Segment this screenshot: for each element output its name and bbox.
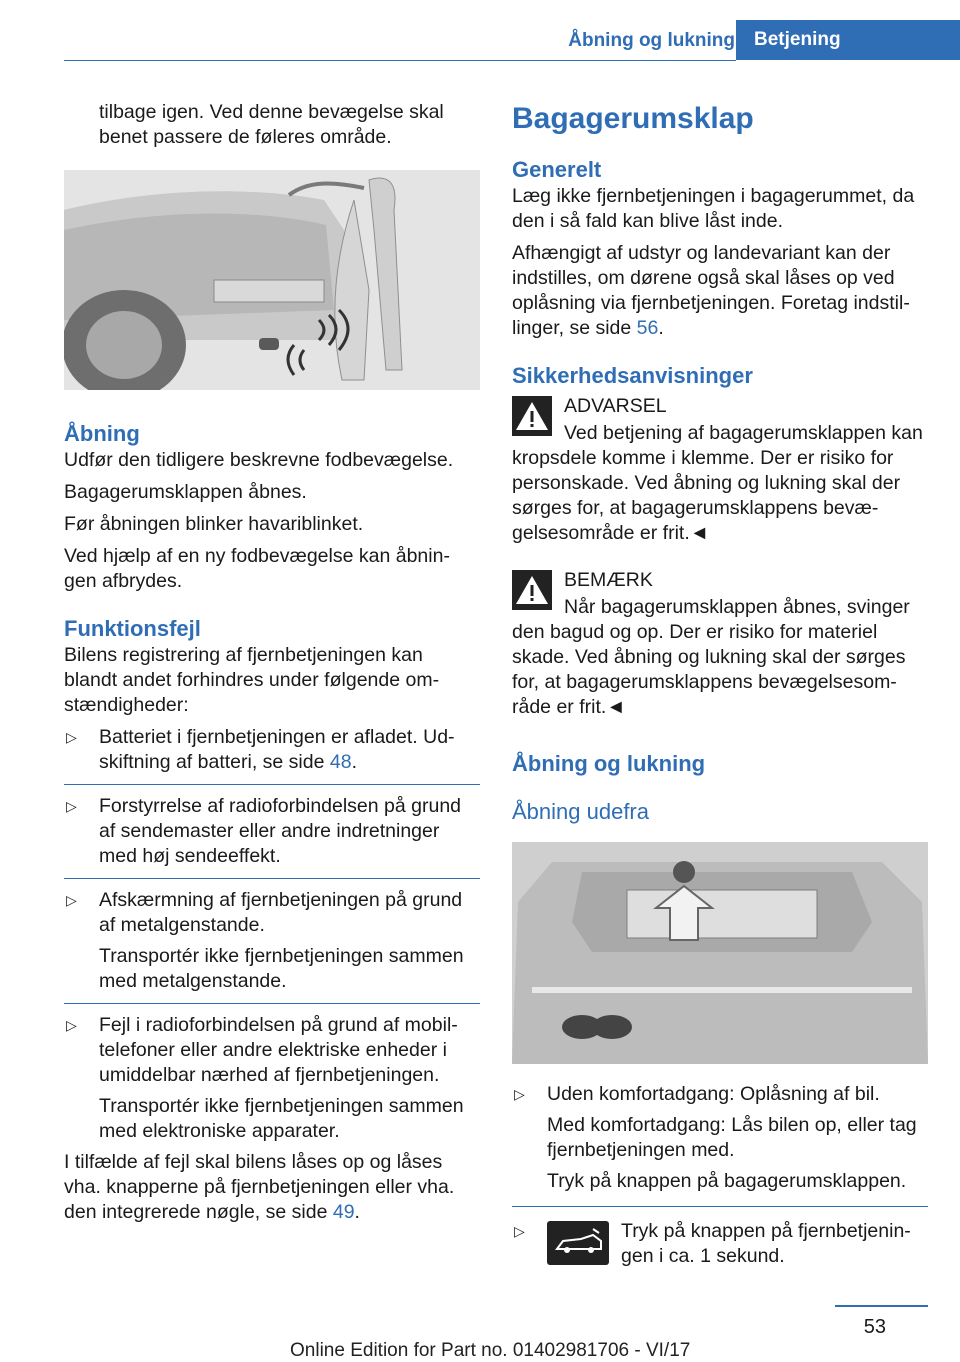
- header-rule: [64, 60, 736, 61]
- list-divider: [64, 878, 480, 879]
- warning-block: [512, 394, 928, 546]
- malfunction-title: Funktionsfejl: [64, 616, 201, 641]
- list-item: ▷ Uden komfortadgang: Oplåsning af bil. Med komfortadgang: Lås bilen op, eller tag fjernbetjeningen med. Tryk på knappen på bagagerumsklappen.: [512, 1082, 928, 1194]
- list-item: ▷ Fejl i radioforbindelsen på grund af mobil-telefoner eller andre elektriske enheder i umiddelbar nærhed af fjernbetjeningen. Transportér ikke fjernbetjeningen sammen med elektroniske apparater.: [64, 1013, 480, 1144]
- list-divider: [64, 1003, 480, 1004]
- bullet-triangle-icon: ▷: [514, 1223, 525, 1239]
- bullet-triangle-icon: ▷: [66, 892, 77, 908]
- note-text: Når bagagerumsklappen åbnes, svinger den bagud og op. Der er risiko for materiel skade. Ved åbning og lukning skal der sørges for, at bagagerumsklappens bevægelsesom-råde er frit.◄: [512, 596, 910, 718]
- trunk-key-icon: [547, 1221, 609, 1265]
- list-item-note: Med komfortadgang: Lås bilen op, eller tag fjernbetjeningen med.: [547, 1114, 917, 1161]
- chapter-tab: Betjening: [736, 20, 960, 60]
- page-link[interactable]: 49: [332, 1201, 355, 1223]
- opening-paragraph-3: Før åbningen blinker havariblinket.: [64, 513, 364, 535]
- right-column: [512, 100, 928, 1269]
- opening-paragraph-2: Bagagerumsklappen åbnes.: [64, 481, 307, 503]
- warning-text: Ved betjening af bagagerumsklappen kan kropsdele komme i klemme. Der er risiko for personskade. Ved åbning og lukning skal der sørges for, at bagagerumsklappens bevæ-gelsesområde er frit.◄: [512, 422, 923, 544]
- outside-opening-list: [512, 1082, 928, 1269]
- bullet-triangle-icon: ▷: [66, 729, 77, 745]
- bullet-triangle-icon: ▷: [514, 1086, 525, 1102]
- intro-text: tilbage igen. Ved denne bevægelse skal benet passere de føleres område.: [99, 101, 444, 148]
- list-item: ▷ Tryk på knappen på fjernbetjenin-gen i ca. 1 sekund.: [514, 1220, 911, 1267]
- trunk-button-illustration: [512, 842, 928, 1064]
- section-title: Åbning og lukning: [568, 30, 735, 51]
- list-divider: [64, 784, 480, 785]
- safety-title: Sikkerhedsanvisninger: [512, 363, 753, 388]
- kick-sensor-illustration: [64, 170, 480, 390]
- list-item: ▷ Batteriet i fjernbetjeningen er afladet. Ud-skiftning af batteri, se side 48.: [66, 726, 455, 773]
- car-trunk-illustration: [512, 842, 928, 1064]
- page-header: [0, 20, 960, 64]
- caution-icon: [512, 570, 552, 610]
- outside-opening-title: Åbning udefra: [512, 799, 649, 824]
- malfunction-list: [64, 725, 480, 1144]
- list-item-note: Tryk på knappen på bagagerumsklappen.: [547, 1170, 907, 1192]
- warning-label: ADVARSEL: [564, 395, 667, 417]
- section-heading: Bagagerumsklap: [512, 102, 754, 135]
- list-item: ▷ Forstyrrelse af radioforbindelsen på grund af sendemaster eller andre indretninger med høj sendeeffekt.: [66, 795, 462, 867]
- general-paragraph-1: Læg ikke fjernbetjeningen i bagagerummet, da den i så fald kan blive låst inde.: [512, 185, 915, 232]
- list-item-note: Transportér ikke fjernbetjeningen sammen med elektroniske apparater.: [99, 1095, 464, 1142]
- malfunction-closing: I tilfælde af fejl skal bilens låses op og låses vha. knapperne på fjernbetjeningen eller vha. den integrerede nøgle, se side 49.: [64, 1151, 455, 1223]
- list-item: ▷ Afskærmning af fjernbetjeningen på grund af metalgenstande. Transportér ikke fjernbetjeningen sammen med metalgenstande.: [64, 888, 480, 994]
- bullet-triangle-icon: ▷: [66, 798, 77, 814]
- page-link[interactable]: 48: [329, 751, 352, 773]
- general-paragraph-2: Afhængigt af udstyr og landevariant kan der indstilles, om dørene også skal låses op ved oplåsning via fjernbetjeningen. Foretag indstil-linger, se side 56.: [512, 242, 910, 339]
- list-divider: [512, 1206, 928, 1207]
- car-rear-kick-illustration: [64, 170, 480, 390]
- page-link[interactable]: 56: [636, 317, 659, 339]
- note-block: [512, 568, 928, 720]
- opening-paragraph-4: Ved hjælp af en ny fodbevægelse kan åbnin-gen afbrydes.: [64, 545, 450, 592]
- open-close-title: Åbning og lukning: [512, 751, 706, 776]
- page-number: 53: [863, 1316, 886, 1338]
- note-label: BEMÆRK: [564, 569, 653, 591]
- edition-footer: Online Edition for Part no. 01402981706 - VI/17: [290, 1340, 691, 1361]
- footer-rule: [835, 1305, 928, 1307]
- left-column: [64, 100, 480, 1225]
- bullet-triangle-icon: ▷: [66, 1017, 77, 1033]
- warning-icon: [512, 396, 552, 436]
- list-item-note: Transportér ikke fjernbetjeningen sammen med metalgenstande.: [99, 945, 464, 992]
- opening-paragraph-1: Udfør den tidligere beskrevne fodbevægelse.: [64, 449, 454, 471]
- malfunction-text: Bilens registrering af fjernbetjeningen kan blandt andet forhindres under følgende om-stændigheder:: [64, 644, 440, 716]
- opening-title: Åbning: [64, 421, 140, 446]
- general-title: Generelt: [512, 157, 602, 182]
